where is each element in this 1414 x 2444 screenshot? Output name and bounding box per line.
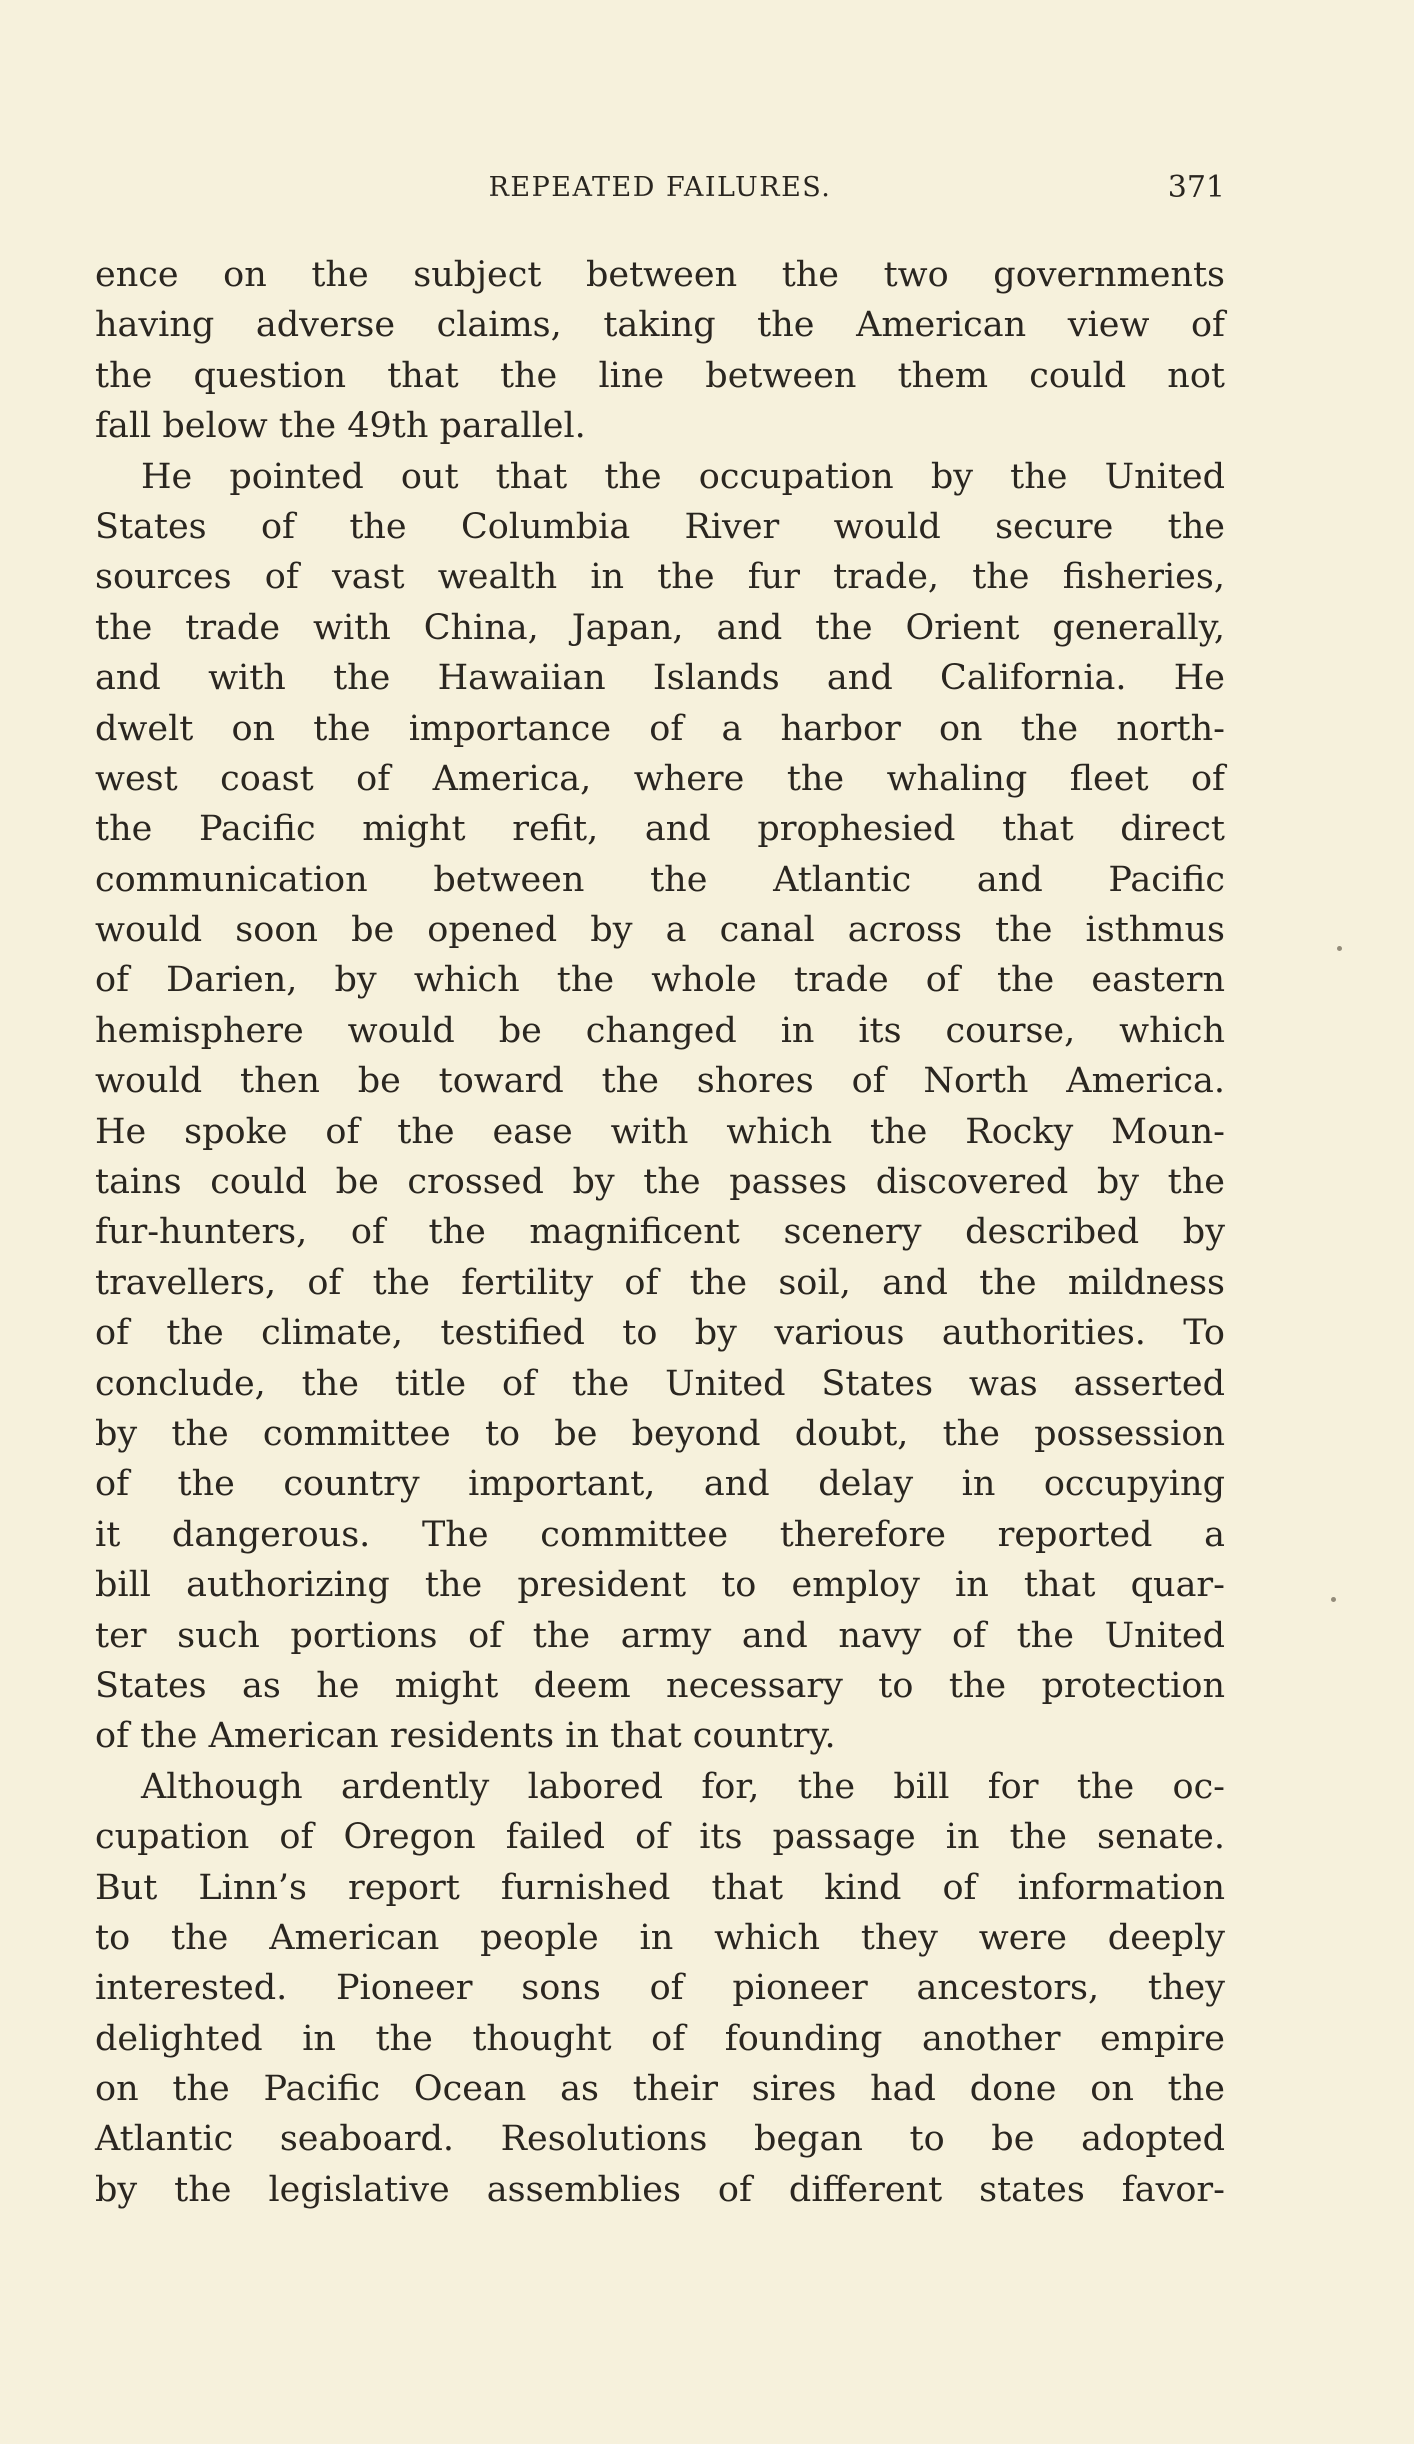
text-line: to the American people in which they were deeply <box>95 1917 1225 1958</box>
text-line: cupation of Oregon failed of its passage in the senate. <box>95 1817 1225 1858</box>
running-title: REPEATED FAILURES. <box>488 172 832 203</box>
text-line: bill authorizing the president to employ in that quar- <box>95 1565 1225 1606</box>
text-line: west coast of America, where the whaling fleet of <box>95 758 1225 799</box>
text-line: the trade with China, Japan, and the Orient generally, <box>95 607 1225 648</box>
running-head <box>95 168 1225 208</box>
text-line: conclude, the title of the United States was asserted <box>95 1363 1225 1404</box>
text-line: sources of vast wealth in the fur trade, the fisheries, <box>95 557 1225 598</box>
text-line: delighted in the thought of founding another empire <box>95 2018 1225 2059</box>
text-line: fall below the 49th parallel. <box>95 406 586 447</box>
text-line: interested. Pioneer sons of pioneer ancestors, they <box>95 1968 1225 2009</box>
text-line: would then be toward the shores of North America. <box>95 1061 1225 1102</box>
text-line: He spoke of the ease with which the Rocky Moun- <box>95 1111 1225 1152</box>
text-line: travellers, of the fertility of the soil, and the mildness <box>95 1262 1225 1303</box>
paragraph-start-line: Although ardently labored for, the bill for the oc- <box>141 1766 1225 1807</box>
text-line: of the American residents in that country. <box>95 1716 836 1757</box>
text-line: having adverse claims, taking the American view of <box>95 305 1225 346</box>
text-line: the question that the line between them could not <box>95 355 1225 396</box>
text-line: of the climate, testified to by various authorities. To <box>95 1313 1225 1354</box>
text-line: would soon be opened by a canal across the isthmus <box>95 910 1225 951</box>
text-line: it dangerous. The committee therefore reported a <box>95 1514 1225 1555</box>
text-line: tains could be crossed by the passes discovered by the <box>95 1162 1225 1203</box>
paper-speck <box>1331 1597 1336 1602</box>
text-line: of Darien, by which the whole trade of the eastern <box>95 960 1225 1001</box>
text-line: on the Pacific Ocean as their sires had done on the <box>95 2069 1225 2110</box>
text-line: dwelt on the importance of a harbor on the north- <box>95 708 1225 749</box>
paragraph-start-line: He pointed out that the occupation by the United <box>141 456 1225 497</box>
text-line: States of the Columbia River would secure the <box>95 506 1225 547</box>
page-number: 371 <box>1167 170 1225 205</box>
text-line: ter such portions of the army and navy of the United <box>95 1615 1225 1656</box>
text-line: of the country important, and delay in occupying <box>95 1464 1225 1505</box>
text-line: by the committee to be beyond doubt, the possession <box>95 1413 1225 1454</box>
text-line: fur-hunters, of the magnificent scenery described by <box>95 1212 1225 1253</box>
text-line: Atlantic seaboard. Resolutions began to be adopted <box>95 2119 1225 2160</box>
text-line: hemisphere would be changed in its course, which <box>95 1010 1225 1051</box>
paper-speck <box>1337 946 1342 951</box>
text-line: communication between the Atlantic and Pacific <box>95 859 1225 900</box>
text-line: States as he might deem necessary to the protection <box>95 1665 1225 1706</box>
text-line: by the legislative assemblies of different states favor- <box>95 2169 1225 2210</box>
text-line: and with the Hawaiian Islands and California. He <box>95 658 1225 699</box>
text-line: ence on the subject between the two governments <box>95 255 1225 295</box>
body-text <box>95 250 1225 2215</box>
text-line: But Linn’s report furnished that kind of information <box>95 1867 1225 1908</box>
text-line: the Pacific might refit, and prophesied that direct <box>95 809 1225 850</box>
